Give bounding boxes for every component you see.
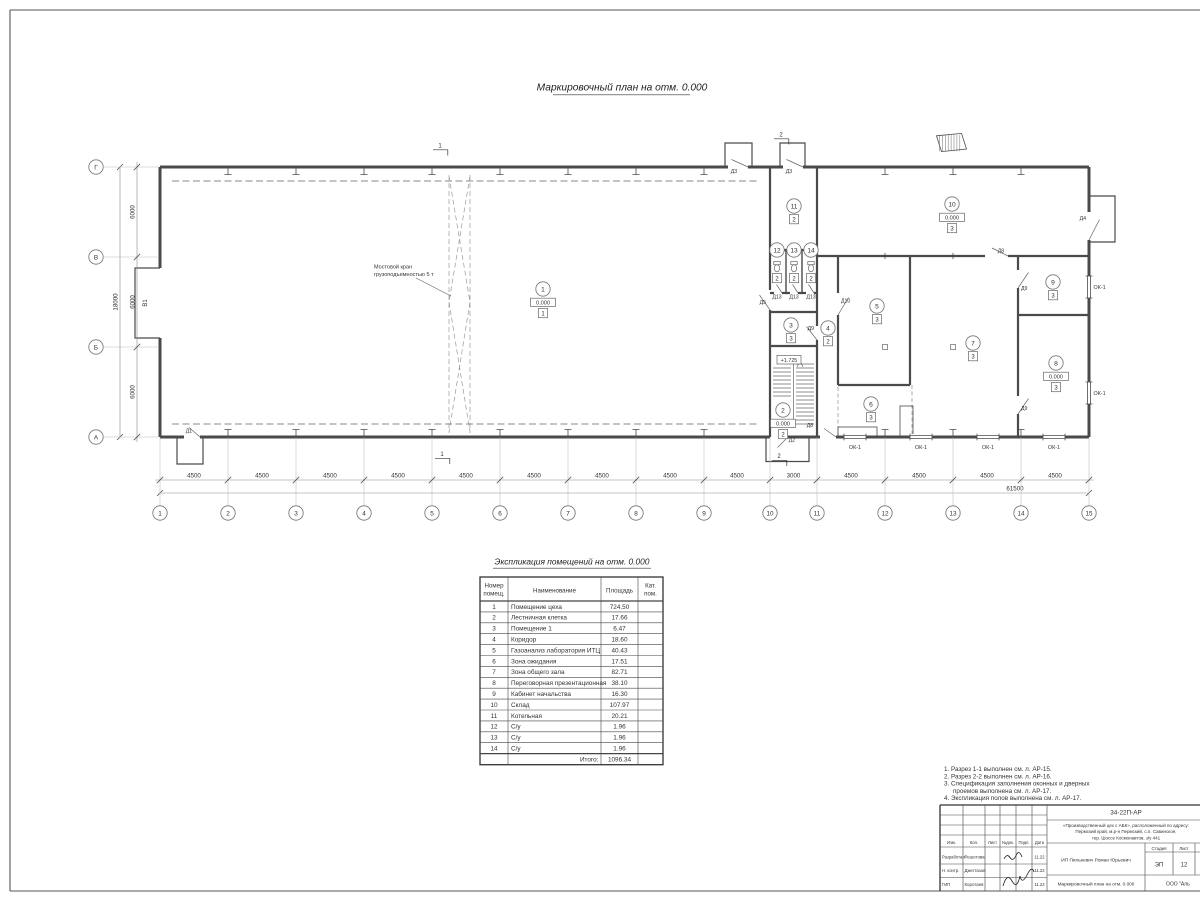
ramp-hatch bbox=[937, 133, 967, 151]
column-tick bbox=[633, 169, 640, 175]
door-label: Д1 bbox=[185, 428, 193, 435]
window-label: ОК-1 bbox=[1093, 391, 1106, 397]
tb-col-ndoc: №док. bbox=[1001, 839, 1015, 845]
room-number: 1 bbox=[541, 286, 545, 294]
door-leaf bbox=[1018, 273, 1029, 415]
column-tick bbox=[429, 430, 436, 436]
door-label: Д9 bbox=[807, 326, 814, 332]
vestibule-d3-left bbox=[725, 143, 752, 167]
note-line: 4. Экспликация полов выполнена см. л. АР-17. bbox=[944, 795, 1082, 803]
table-total-label: Итого: bbox=[579, 756, 599, 764]
room-number: 13 bbox=[790, 247, 798, 255]
floor-type: 2 bbox=[826, 339, 830, 346]
dimension-label: 4500 bbox=[527, 472, 541, 480]
tb-col-podp: Подп. bbox=[1018, 839, 1030, 845]
room-number: 10 bbox=[948, 201, 956, 209]
titles bbox=[493, 83, 708, 569]
column-tick bbox=[565, 169, 572, 175]
grid-bubble-label: 13 bbox=[949, 510, 957, 518]
rooms-table bbox=[480, 577, 663, 765]
dimension-label: 4500 bbox=[187, 472, 201, 480]
table-cell-num: 14 bbox=[490, 745, 498, 753]
table-cell-area: 38.10 bbox=[611, 680, 628, 688]
tb-name: Коротаев bbox=[964, 882, 984, 887]
room-number: 11 bbox=[790, 203, 798, 211]
table-cell-area: 1.96 bbox=[613, 734, 626, 742]
tb-company: ООО "Аль bbox=[1166, 881, 1190, 888]
tb-stage-value: ЭП bbox=[1154, 862, 1164, 869]
toilet-icon bbox=[774, 262, 780, 265]
floor-type: 2 bbox=[792, 276, 796, 283]
gate-label: В1 bbox=[143, 299, 149, 307]
dimension-label: 4500 bbox=[391, 472, 405, 480]
column-tick bbox=[225, 430, 232, 436]
table-cell-area: 1.96 bbox=[613, 745, 626, 753]
table-border bbox=[480, 577, 663, 765]
column-tick bbox=[882, 169, 889, 175]
toilet-icon bbox=[808, 265, 813, 272]
column-tick bbox=[293, 169, 300, 175]
table-cell-name: Зона ожидания bbox=[511, 658, 557, 666]
floor-type: 2 bbox=[809, 276, 813, 283]
crane-note-line2: грузоподъемностью 5 т bbox=[374, 272, 434, 278]
tb-col-izm: Изм. bbox=[947, 839, 956, 845]
window bbox=[844, 434, 866, 440]
table-header: помещ. bbox=[483, 590, 505, 598]
table-cell-name: С/у bbox=[511, 734, 521, 742]
section-mark: 1 bbox=[438, 143, 442, 150]
door-label: Д13 bbox=[806, 294, 816, 301]
door-label: Д5 bbox=[759, 300, 766, 306]
grid-bubble-label: 14 bbox=[1017, 510, 1025, 518]
table-cell-area: 17.66 bbox=[611, 614, 628, 622]
column-tick bbox=[361, 430, 368, 436]
elevation-value: 0.000 bbox=[945, 215, 959, 222]
tb-sheet-value: 12 bbox=[1180, 862, 1188, 869]
tb-role: Разработал bbox=[942, 854, 965, 860]
floor-type: 2 bbox=[775, 276, 779, 283]
window-label: ОК-1 bbox=[981, 444, 995, 451]
table-header: Кат. bbox=[645, 582, 656, 590]
section-mark: 1 bbox=[440, 452, 444, 458]
floor-type: 3 bbox=[1051, 293, 1055, 300]
tb-date: 11.22 bbox=[1034, 868, 1045, 873]
section-marks bbox=[433, 133, 789, 467]
window bbox=[1086, 276, 1092, 298]
dimension-label: 6000 bbox=[129, 295, 137, 309]
dimension-label: 4500 bbox=[595, 472, 609, 480]
tb-role: ГИП bbox=[942, 882, 951, 887]
note-line: проемов выполнена см. л. АР-17. bbox=[953, 787, 1052, 795]
room-number: 6 bbox=[869, 401, 873, 409]
table-cell-name: Коридор bbox=[511, 636, 537, 644]
dimension-label: 4500 bbox=[980, 472, 994, 480]
window-labels bbox=[849, 285, 1106, 451]
dimension-label: 6000 bbox=[129, 385, 137, 399]
tb-col-data: Дата bbox=[1034, 839, 1045, 845]
column-marker bbox=[951, 345, 956, 350]
column-tick bbox=[361, 169, 368, 175]
table-cell-name: Помещение цеха bbox=[511, 603, 562, 611]
grid-bubble-label: 5 bbox=[430, 510, 434, 518]
door-label: Д4 bbox=[1079, 216, 1086, 222]
tb-name: Джегтазов bbox=[964, 868, 986, 873]
room-number: 7 bbox=[971, 340, 975, 348]
title-block bbox=[940, 805, 1200, 891]
note-line: 2. Разрез 2-2 выполнен см. л. АР-16. bbox=[944, 773, 1052, 781]
table-cell-name: С/у bbox=[511, 723, 521, 731]
window bbox=[977, 434, 999, 440]
grid-bubble-label: 3 bbox=[294, 510, 298, 518]
toilet-icon bbox=[791, 262, 797, 265]
column-tick bbox=[1018, 169, 1025, 175]
column-tick bbox=[950, 430, 957, 436]
grid-bubble-label: 2 bbox=[226, 510, 230, 518]
column-tick bbox=[565, 430, 572, 436]
door-label: Д8 bbox=[806, 423, 814, 429]
room-number: 2 bbox=[781, 407, 785, 415]
column-tick bbox=[497, 169, 504, 175]
column-tick bbox=[293, 430, 300, 436]
dimension-label: 4500 bbox=[912, 472, 926, 480]
window bbox=[910, 434, 932, 440]
grid-bubble-label: В bbox=[93, 254, 99, 262]
grid-bubble-label: 12 bbox=[881, 510, 889, 518]
porch-d4 bbox=[1089, 196, 1115, 242]
dimension-label: 4500 bbox=[663, 472, 677, 480]
project-address-line: тер. Шоссе Космонавтов, з/у 441 bbox=[1091, 835, 1161, 841]
grid-bubble-label: 15 bbox=[1085, 510, 1093, 518]
table-cell-num: 9 bbox=[492, 691, 496, 698]
floor-type: 3 bbox=[789, 336, 793, 343]
tb-name: Решетова bbox=[964, 854, 985, 860]
porch-d1 bbox=[177, 437, 203, 464]
table-cell-name: Котельная bbox=[511, 712, 542, 720]
table-cell-area: 40.43 bbox=[611, 647, 628, 655]
tb-stage-label: Стадия bbox=[1151, 845, 1167, 851]
dimension-label: 4500 bbox=[459, 472, 473, 480]
floor-type: 3 bbox=[869, 415, 873, 422]
grid-bubble-label: 1 bbox=[158, 510, 162, 518]
note-line: 3. Спецификация заполнения оконных и дверных bbox=[944, 780, 1090, 788]
grid-bubble-label: 7 bbox=[566, 510, 570, 518]
elevation-value: 0.000 bbox=[776, 421, 790, 428]
column-tick bbox=[497, 430, 504, 436]
room-labels bbox=[531, 197, 1069, 439]
window-label: ОК-1 bbox=[914, 444, 928, 451]
tb-col-kol: Кол. bbox=[969, 839, 979, 845]
floor-type: 1 bbox=[541, 311, 545, 318]
grid-bubble-label: Г bbox=[94, 164, 98, 172]
table-cell-name: Зона общего зала bbox=[511, 669, 565, 677]
project-address-line: Пермский край, м.р-н Пермский, с.п. Савинское, bbox=[1075, 829, 1177, 835]
door-label: Д3 bbox=[730, 168, 738, 175]
table-cell-num: 8 bbox=[492, 680, 496, 688]
window bbox=[1086, 382, 1092, 404]
table-cell-num: 6 bbox=[492, 658, 496, 666]
staircase bbox=[773, 361, 814, 428]
dimension-label: 4500 bbox=[255, 472, 269, 480]
table-header: Номер bbox=[484, 582, 504, 590]
total-height-dimension: 18000 bbox=[112, 293, 120, 311]
walls bbox=[135, 143, 1115, 464]
room-number: 5 bbox=[875, 303, 879, 311]
elevation-value: 0.000 bbox=[1049, 374, 1063, 381]
stair-vestibule bbox=[766, 437, 809, 462]
table-cell-num: 2 bbox=[492, 614, 496, 622]
sheet-frame bbox=[10, 10, 1200, 891]
window-label: ОК-1 bbox=[1047, 444, 1061, 451]
floor-type: 2 bbox=[792, 217, 796, 224]
notes bbox=[944, 766, 1090, 802]
project-address-line: «Производственный цех с АБК», расположенный по адресу: bbox=[1062, 823, 1190, 828]
crane-note-leader bbox=[416, 278, 451, 296]
table-cell-area: 724.50 bbox=[609, 603, 630, 611]
tb-date: 11.22 bbox=[1034, 854, 1045, 860]
floor-type: 3 bbox=[1054, 385, 1058, 392]
door-label: Д13 bbox=[772, 294, 782, 301]
window bbox=[1043, 434, 1065, 440]
window-label: ОК-1 bbox=[848, 444, 862, 451]
table-header: Наименование bbox=[533, 587, 576, 595]
stair-elevation: +1.725 bbox=[780, 357, 798, 364]
grid-bubble-label: 10 bbox=[766, 510, 774, 518]
signature bbox=[1004, 853, 1022, 860]
tb-client: ИП Пилькевич Роман Юрьевич bbox=[1061, 858, 1131, 864]
plan-title: Маркировочный план на отм. 0.000 bbox=[536, 82, 708, 94]
door-label: Д9 bbox=[1021, 286, 1028, 292]
table-cell-area: 82.71 bbox=[611, 669, 628, 677]
column-tick bbox=[950, 169, 957, 175]
column-tick bbox=[429, 169, 436, 175]
tb-role: Н. контр. bbox=[942, 868, 960, 873]
grid-bubble-label: А bbox=[93, 434, 99, 442]
grid-bubble-label: 9 bbox=[702, 510, 706, 518]
room-number: 12 bbox=[773, 247, 781, 255]
crane-rails bbox=[172, 181, 757, 424]
toilet-icon bbox=[808, 262, 814, 265]
table-cell-area: 107.97 bbox=[609, 701, 630, 709]
table-cell-num: 10 bbox=[490, 701, 498, 709]
table-cell-name: Склад bbox=[511, 701, 530, 709]
table-cell-area: 18.60 bbox=[611, 636, 628, 644]
fixtures bbox=[225, 133, 1025, 437]
table-cell-num: 13 bbox=[490, 734, 498, 742]
column-marker bbox=[883, 345, 888, 350]
table-cell-name: Помещение 1 bbox=[511, 625, 552, 633]
tb-date: 11.22 bbox=[1034, 882, 1045, 887]
tb-sheet-label: Лист bbox=[1179, 845, 1189, 851]
table-cell-name: С/у bbox=[511, 745, 521, 753]
floor-type: 2 bbox=[781, 432, 785, 439]
room-number: 4 bbox=[826, 325, 830, 333]
table-cell-area: 6.47 bbox=[613, 625, 626, 633]
table-cell-num: 7 bbox=[492, 669, 496, 677]
column-tick bbox=[882, 430, 889, 436]
note-line: 1. Разрез 1-1 выполнен см. л. АР-15. bbox=[944, 766, 1052, 773]
door-label: Д13 bbox=[789, 294, 799, 301]
room-number: 3 bbox=[789, 322, 793, 330]
window-label: ОК-1 bbox=[1093, 284, 1106, 291]
column-tick bbox=[701, 430, 708, 436]
dimension-label: 3000 bbox=[786, 472, 801, 480]
table-cell-num: 4 bbox=[492, 636, 496, 644]
crane bbox=[172, 175, 757, 433]
total-width-dimension: 61500 bbox=[1006, 485, 1024, 493]
dimension-label: 4500 bbox=[844, 472, 858, 480]
tb-col-list: Лист bbox=[987, 839, 998, 845]
floor-type: 3 bbox=[875, 317, 879, 324]
room-number: 14 bbox=[807, 247, 815, 255]
door-leaf bbox=[1089, 220, 1100, 241]
column-tick bbox=[633, 430, 640, 436]
dimension-label: 4500 bbox=[730, 472, 744, 480]
elevation-value: 0.000 bbox=[536, 300, 550, 307]
room-number: 8 bbox=[1054, 360, 1058, 368]
vestibule-d3-right bbox=[780, 143, 805, 167]
grid-bubble-label: 8 bbox=[634, 510, 638, 518]
dimension-label: 4500 bbox=[323, 472, 337, 480]
tb-drawing-name: Маркировочный план на отм. 0.000 bbox=[1057, 881, 1135, 887]
door-label: Д9 bbox=[1021, 406, 1028, 412]
door-label: Д3 bbox=[785, 168, 793, 175]
table-cell-name: Лестничная клетка bbox=[511, 614, 567, 622]
table-cell-name: Переговорная презентационная bbox=[511, 680, 607, 688]
table-cell-name: Газоанализ лаборатория ИТЦ bbox=[511, 647, 601, 655]
grid-bubble-label: 6 bbox=[498, 510, 502, 518]
table-header: пом. bbox=[644, 590, 657, 598]
table-cell-area: 17.51 bbox=[611, 658, 628, 666]
door-leaf bbox=[824, 429, 836, 438]
crane-note-line1: Мостовой кран bbox=[374, 264, 413, 271]
door-label: Д10 bbox=[841, 298, 851, 305]
grid-bubble-label: 11 bbox=[813, 510, 821, 518]
doc-number: 34-22П-АР bbox=[1110, 809, 1142, 817]
column-tick bbox=[225, 169, 232, 175]
table-cell-name: Кабинет начальства bbox=[511, 691, 571, 698]
dimension-label: 4500 bbox=[1048, 472, 1062, 480]
toilet-icon bbox=[774, 265, 779, 272]
section-mark: 2 bbox=[779, 132, 783, 139]
door-leaves bbox=[189, 160, 1100, 448]
section-mark: 2 bbox=[777, 454, 781, 460]
table-cell-area: 1.96 bbox=[613, 723, 626, 731]
crane-bridge bbox=[449, 175, 470, 433]
table-cell-num: 11 bbox=[490, 712, 498, 720]
table-cell-area: 20.21 bbox=[611, 712, 628, 720]
gate bbox=[143, 299, 149, 307]
grid-bubble-label: 4 bbox=[362, 510, 366, 518]
reception-counter bbox=[900, 406, 913, 437]
table-header: Площадь bbox=[606, 587, 633, 595]
room-number: 9 bbox=[1051, 279, 1055, 287]
floor-type: 3 bbox=[950, 226, 954, 233]
toilet-icon bbox=[791, 265, 796, 272]
table-total-value: 1096.34 bbox=[607, 756, 632, 764]
door-label: Д8 bbox=[997, 248, 1005, 255]
door-label: Д2 bbox=[788, 437, 796, 444]
grid-bubble-label: Б bbox=[93, 344, 99, 352]
table-cell-num: 5 bbox=[492, 647, 496, 655]
table-cell-area: 16.30 bbox=[611, 691, 628, 698]
floor-type: 3 bbox=[971, 354, 975, 361]
table-cell-num: 12 bbox=[490, 723, 498, 731]
column-tick bbox=[701, 169, 708, 175]
door-leaf bbox=[777, 285, 815, 294]
table-title: Экспликация помещений на отм. 0.000 bbox=[494, 556, 650, 567]
dimension-label: 6000 bbox=[129, 205, 137, 219]
table-cell-num: 1 bbox=[492, 603, 496, 611]
table-cell-num: 3 bbox=[492, 625, 496, 633]
